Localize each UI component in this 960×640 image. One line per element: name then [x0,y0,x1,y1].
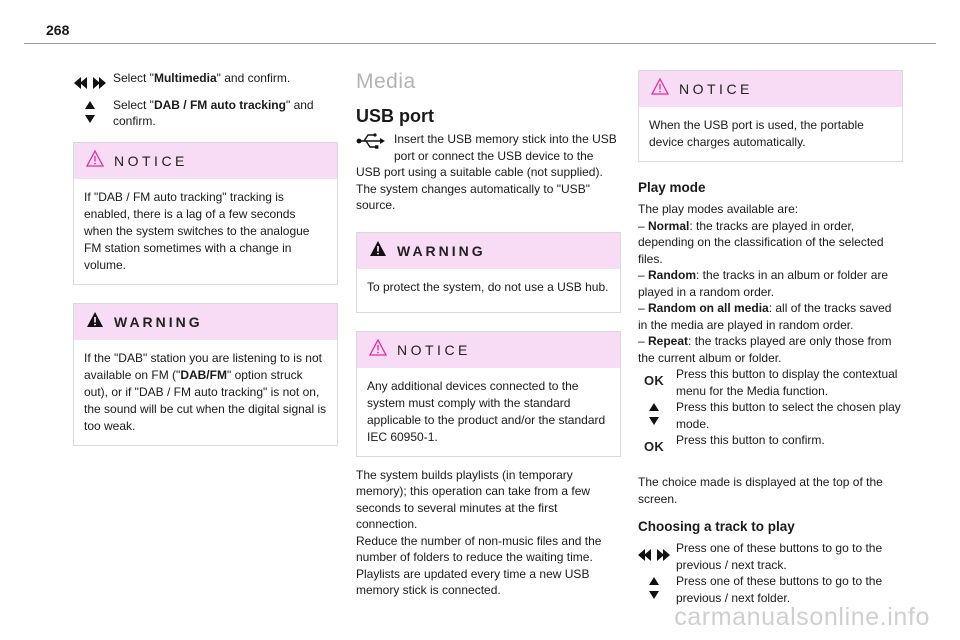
playlist-text: Playlists are updated every time a new USB memory stick is connected. [356,566,590,597]
warning-box [356,232,621,313]
notice-title: NOTICE [397,341,471,358]
playlist-text: Reduce the number of non-music files and the number of folders to reduce the waiting time. [356,533,602,564]
section-title: Media [356,70,416,93]
step-bold: DAB / FM auto tracking [153,97,286,112]
mode-text: : the tracks are played in order, depending on the classification of the selected files. [638,218,884,266]
step-suffix: " and confirm. [216,71,291,85]
step-suffix: " and confirm. [113,97,314,128]
play-mode-intro: The play modes available are: [638,202,799,216]
step-bold: Multimedia [153,71,217,85]
step-track [638,540,903,573]
ok-label: OK [643,438,665,454]
warning-triangle-icon [86,311,104,333]
warning-title: WARNING [114,313,203,330]
page-number: 268 [46,22,70,38]
left-column [73,70,338,464]
step-select-dab-fm [73,97,338,130]
mode-normal [638,218,903,268]
warning-box [73,303,338,446]
mode-text: : all of the tracks saved in the media are played in random order. [638,301,892,332]
choose-track-heading: Choosing a track to play [638,519,795,534]
notice-header [74,143,337,179]
ok-button-icon [638,434,670,460]
usb-icon [356,133,390,155]
dash: – [638,218,649,233]
step-folder [638,573,903,606]
usb-text: Insert the USB memory stick into the USB port or connect the USB device to the USB port using a suitable cable (not supplied). The system changes automatically to "USB" source. [356,132,617,212]
notice-header [357,332,620,368]
choice-text: The choice made is displayed at the top of the screen. [638,475,883,506]
notice-box [73,142,338,285]
notice-body: When the USB port is used, the portable device charges automatically. [649,118,864,149]
header-rule [24,43,936,44]
mode-text: : the tracks in an album or folder are played in a random order. [638,268,889,299]
notice-body: If "DAB / FM auto tracking" tracking is enabled, there is a lag of a few seconds when the system switches to the analogue FM station sometimes with a change in volume. [84,189,310,272]
prev-next-arrows-icon [638,542,670,568]
warning-body-suffix: " option struck out), or if "DAB / FM auto tracking" is not on, the sound will be cut when the digital signal is too weak. [84,367,327,433]
warning-header [74,304,337,340]
warning-body: To protect the system, do not use a USB hub. [367,279,609,294]
warning-header [357,233,620,269]
dash: – [638,301,649,315]
mode-text: : the tracks played are only those from the current album or folder. [638,334,892,365]
playlist-text: The system builds playlists (in temporary memory); this operation can take from a few seconds to several minutes at the first connection. [356,467,591,531]
step-ok-menu [638,366,903,399]
play-mode-heading: Play mode [638,180,706,195]
step-text: Press one of these buttons to go to the previous / next folder. [676,574,883,605]
warning-title: WARNING [397,242,486,259]
mode-random-all [638,300,903,333]
notice-box [638,70,903,162]
mode-name: Repeat [648,334,689,348]
warning-body [74,340,337,445]
step-text: Press this button to select the chosen play mode. [676,400,901,431]
notice-triangle-icon [86,150,104,172]
prev-next-arrows-icon [73,70,107,96]
notice-title: NOTICE [679,81,753,97]
mode-random [638,267,903,300]
step-select-multimedia [73,70,338,87]
mode-name: Random [648,268,697,282]
warning-body-prefix: If the "DAB" station you are listening to is not available on FM (" [84,350,322,382]
up-down-arrows-icon [638,401,670,427]
notice-title: NOTICE [114,152,188,169]
up-down-arrows-icon [73,99,107,125]
notice-triangle-icon [651,78,669,100]
ok-label: OK [643,372,665,388]
mode-name: Random on all media [648,301,769,315]
step-select-mode [638,399,903,432]
notice-box [356,331,621,457]
mode-repeat [638,333,903,366]
right-column [638,70,903,606]
usb-port-heading: USB port [356,106,434,126]
middle-column [356,70,621,599]
step-text: Press this button to display the contextual menu for the Media function. [676,367,898,398]
mode-name: Normal [648,218,690,233]
step-prefix: Select " [113,97,154,112]
step-prefix: Select " [113,71,154,85]
dash: – [638,334,649,348]
dash: – [638,268,649,282]
warning-triangle-icon [369,240,387,262]
step-text: Press this button to confirm. [676,433,825,447]
notice-header [639,71,902,107]
notice-body: Any additional devices connected to the system must comply with the standard applicable to the product and/or the standard IEC 60950-1. [367,378,606,444]
usb-port-text [356,131,621,214]
notice-triangle-icon [369,339,387,361]
warning-body-bold: DAB/FM [180,367,227,382]
ok-button-icon [638,368,670,394]
watermark: carmanualsonline.info [674,603,930,631]
step-ok-confirm [638,432,903,462]
up-down-arrows-icon [638,575,670,601]
step-text: Press one of these buttons to go to the previous / next track. [676,541,883,572]
